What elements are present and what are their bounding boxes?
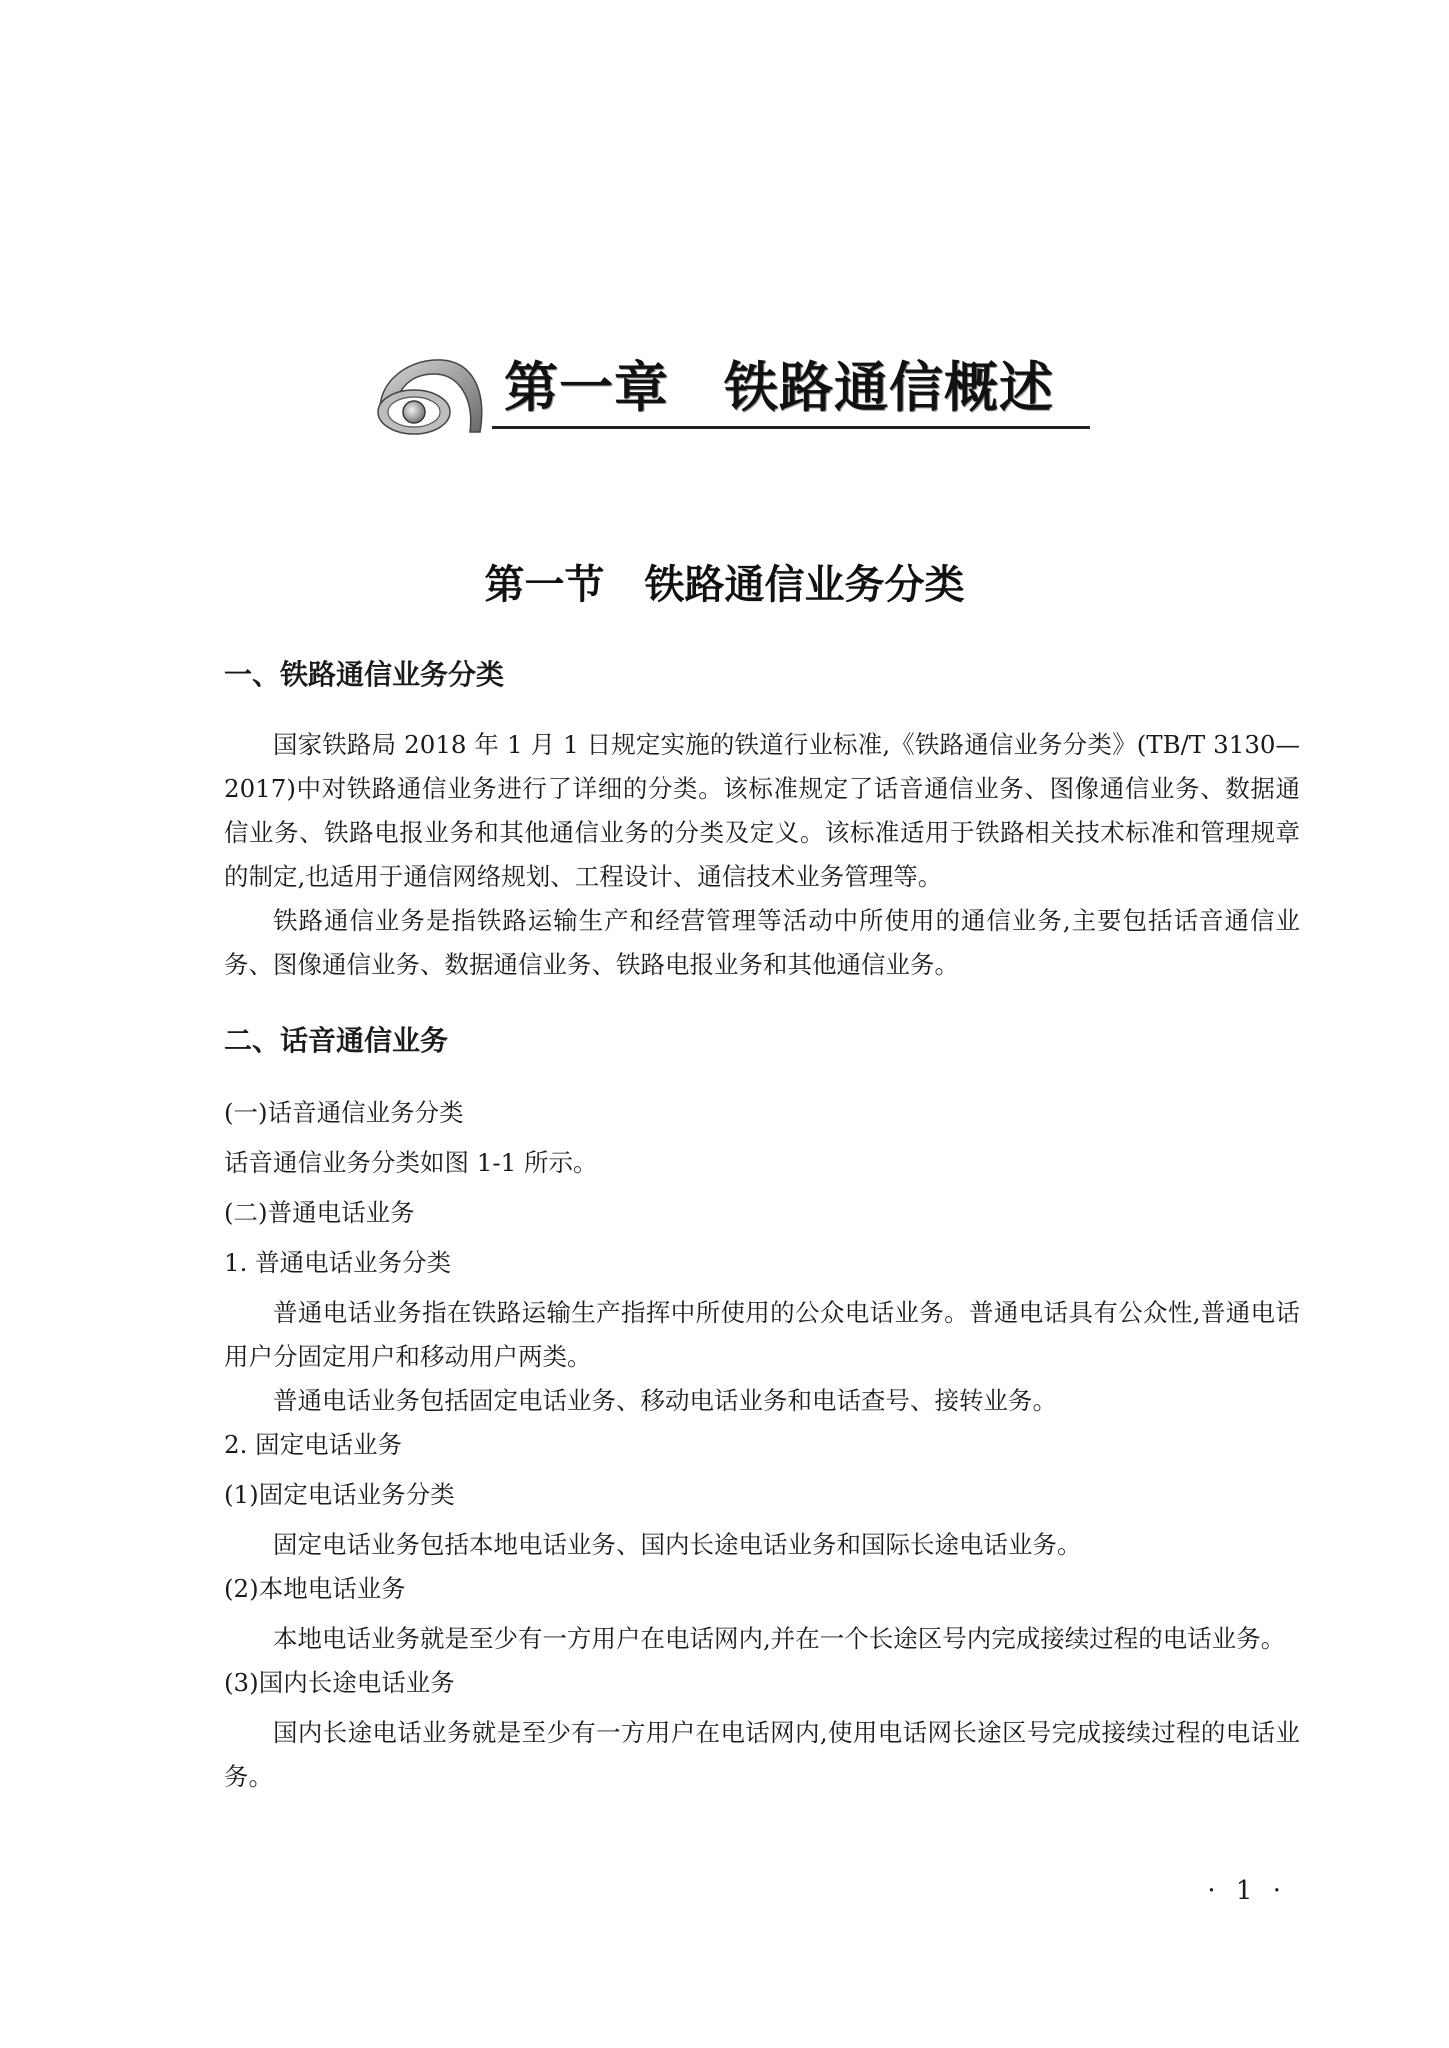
- item1-paragraph-1: 普通电话业务指在铁路运输生产指挥中所使用的公众电话业务。普通电话具有公众性,普通电话用户分固定用户和移动用户两类。: [224, 1298, 1300, 1371]
- item1-paragraph-2: 普通电话业务包括固定电话业务、移动电话业务和电话查号、接转业务。: [273, 1386, 1057, 1415]
- chapter-title: 第一章 铁路通信概述: [504, 356, 1054, 419]
- swirl-emblem-icon: [362, 350, 492, 438]
- part1-paragraph-1: 国家铁路局 2018 年 1 月 1 日规定实施的铁道行业标准,《铁路通信业务分类》(TB/T 3130—2017)中对铁路通信业务进行了详细的分类。该标准规定了话音通信业务、图像通信业务、数据通信业务、铁路电报业务和其他通信业务的分类及定义。该标准适用于铁路相关技术标准和管理规章的制定,也适用于通信网络规划、工程设计、通信技术业务管理等。: [224, 730, 1300, 891]
- item2b-paragraph: 本地电话业务就是至少有一方用户在电话网内,并在一个长途区号内完成接续过程的电话业务。: [273, 1624, 1286, 1653]
- part1-paragraph-2: 铁路通信业务是指铁路运输生产和经营管理等活动中所使用的通信业务,主要包括话音通信业务、图像通信业务、数据通信业务、铁路电报业务和其他通信业务。: [224, 906, 1300, 979]
- item2a-heading: (1)固定电话业务分类: [224, 1480, 455, 1509]
- page-number: · 1 ·: [1207, 1876, 1287, 1906]
- subsection-heading-1: (一)话音通信业务分类: [224, 1098, 464, 1127]
- part2-heading: 二、话音通信业务: [224, 1024, 449, 1057]
- item2-heading: 2. 固定电话业务: [224, 1430, 403, 1459]
- part1-heading: 一、铁路通信业务分类: [224, 658, 505, 691]
- item2a-paragraph: 固定电话业务包括本地电话业务、国内长途电话业务和国际长途电话业务。: [273, 1530, 1082, 1559]
- chapter-heading: [362, 342, 1102, 442]
- chapter-underline-rule: [492, 426, 1090, 429]
- figure-reference-text: 话音通信业务分类如图 1-1 所示。: [224, 1148, 598, 1177]
- subsection-heading-2: (二)普通电话业务: [224, 1198, 415, 1227]
- item2c-heading: (3)国内长途电话业务: [224, 1668, 455, 1697]
- item1-heading: 1. 普通电话业务分类: [224, 1248, 452, 1277]
- body-content: [224, 655, 1300, 1799]
- item2c-paragraph: 国内长途电话业务就是至少有一方用户在电话网内,使用电话网长途区号完成接续过程的电话业务。: [224, 1718, 1300, 1791]
- item2b-heading: (2)本地电话业务: [224, 1574, 406, 1603]
- section-title: 第一节 铁路通信业务分类: [484, 562, 965, 608]
